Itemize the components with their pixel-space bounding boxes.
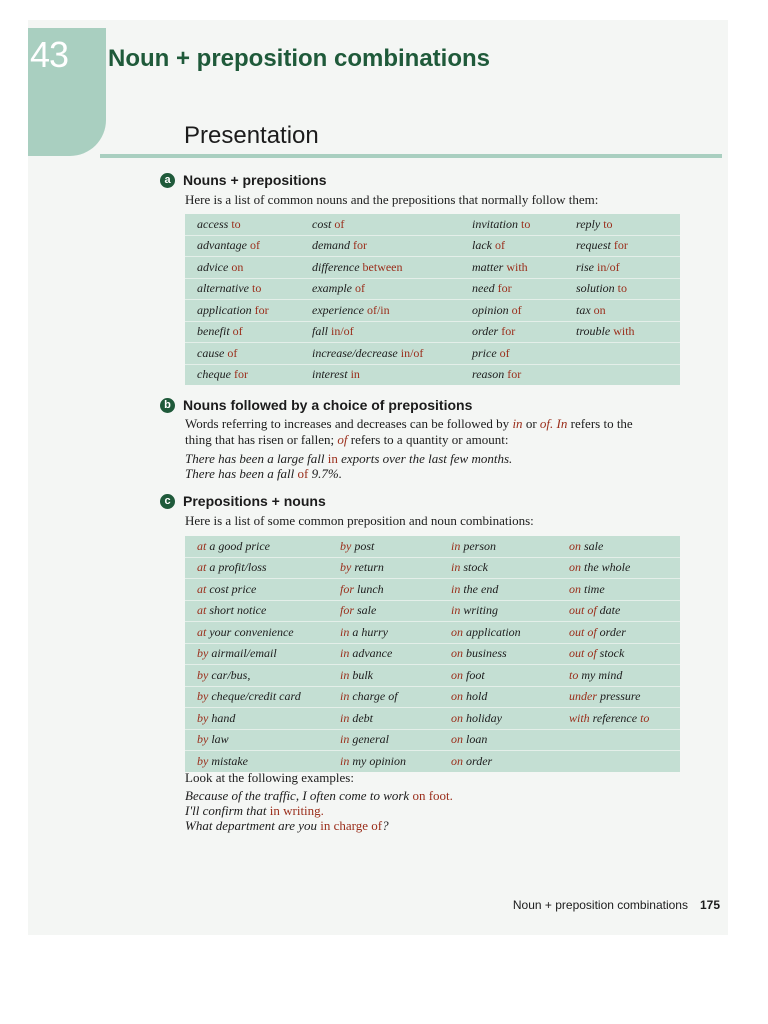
section-b-text <box>185 416 705 448</box>
noun: loan <box>466 732 488 747</box>
preposition: for <box>497 281 512 296</box>
table-cell <box>564 321 680 343</box>
example-text: I'll confirm that <box>185 803 270 818</box>
preposition: between <box>362 259 403 274</box>
table-cell <box>328 665 439 687</box>
noun: order <box>466 753 493 768</box>
noun: difference <box>312 259 360 274</box>
preposition: on <box>451 689 463 704</box>
table-row <box>185 235 680 257</box>
table-row <box>185 557 680 579</box>
preposition: at <box>197 560 207 575</box>
noun: law <box>211 732 229 747</box>
section-b-heading <box>160 397 472 413</box>
preposition: of <box>511 302 522 317</box>
table-cell <box>185 300 300 322</box>
examples-list <box>185 788 705 833</box>
prep-of: of <box>337 432 348 447</box>
table-row <box>185 536 680 557</box>
table-cell <box>185 643 328 665</box>
noun: airmail/email <box>211 646 277 661</box>
noun: stock <box>599 646 625 661</box>
table-cell <box>185 686 328 708</box>
table-cell <box>439 708 557 730</box>
example-prep: of <box>297 466 309 481</box>
preposition: to <box>617 281 628 296</box>
preposition: at <box>197 603 207 618</box>
preposition: on <box>593 302 606 317</box>
table-cell <box>300 321 460 343</box>
table-cell <box>557 729 680 751</box>
table-cell <box>185 364 300 385</box>
section-c-title: Prepositions + nouns <box>183 493 326 509</box>
page-footer <box>513 898 720 912</box>
preposition: to <box>603 216 613 231</box>
preposition: to <box>569 667 579 682</box>
table-row <box>185 278 680 300</box>
table-cell <box>460 321 564 343</box>
preposition: of <box>495 238 505 253</box>
noun: reason <box>472 367 505 382</box>
noun: person <box>463 538 497 553</box>
noun: sale <box>584 538 604 553</box>
noun: reference <box>592 710 638 725</box>
noun: holiday <box>466 710 502 725</box>
noun: alternative <box>197 281 249 296</box>
table-cell <box>439 622 557 644</box>
preposition: in <box>350 367 360 382</box>
table-cell <box>328 686 439 708</box>
table-cell <box>460 343 564 365</box>
table-cell <box>460 300 564 322</box>
table-cell <box>300 235 460 257</box>
table-cell <box>328 557 439 579</box>
table-cell <box>439 536 557 557</box>
noun: request <box>576 238 611 253</box>
table-row <box>185 321 680 343</box>
noun: date <box>599 603 621 618</box>
preposition: with <box>613 324 635 339</box>
table-cell <box>185 579 328 601</box>
section-a-heading <box>160 172 327 188</box>
preposition: on <box>451 753 463 768</box>
prepositions-nouns-table <box>185 536 680 772</box>
table-row <box>185 343 680 365</box>
noun: access <box>197 216 229 231</box>
preposition: on <box>451 646 463 661</box>
table-row <box>185 686 680 708</box>
table-cell <box>185 235 300 257</box>
table-cell <box>328 729 439 751</box>
noun: order <box>599 624 626 639</box>
noun: advice <box>197 259 229 274</box>
section-b-title: Nouns followed by a choice of prepositions <box>183 397 473 413</box>
section-b-text-part: thing that has risen or fallen; <box>185 432 338 447</box>
table-row <box>185 665 680 687</box>
preposition: out of <box>569 624 597 639</box>
noun: fall <box>312 324 329 339</box>
example-prep: in writing. <box>269 803 324 818</box>
title-rule <box>100 154 722 158</box>
preposition: for <box>501 324 516 339</box>
table-cell <box>439 579 557 601</box>
table-cell <box>439 729 557 751</box>
noun: matter <box>472 259 504 274</box>
table-row <box>185 708 680 730</box>
noun: writing <box>463 603 499 618</box>
table-row <box>185 257 680 279</box>
noun: need <box>472 281 495 296</box>
table-row <box>185 729 680 751</box>
preposition: for <box>340 603 355 618</box>
noun: benefit <box>197 324 230 339</box>
noun: your convenience <box>209 624 294 639</box>
table-cell <box>439 600 557 622</box>
section-b-text-part: or <box>522 416 540 431</box>
noun: example <box>312 281 352 296</box>
preposition: in <box>451 581 461 596</box>
noun: return <box>354 560 384 575</box>
table-cell <box>185 557 328 579</box>
table-cell <box>557 579 680 601</box>
preposition: in/of <box>331 324 354 339</box>
table-cell <box>185 665 328 687</box>
table-cell <box>439 557 557 579</box>
example-text: There has been a large fall <box>185 451 328 466</box>
table-cell <box>557 600 680 622</box>
noun: invitation <box>472 216 518 231</box>
table-cell <box>328 708 439 730</box>
section-a-title: Nouns + prepositions <box>183 172 327 188</box>
table-cell <box>185 214 300 235</box>
example-prep: in <box>327 451 338 466</box>
noun: increase/decrease <box>312 345 398 360</box>
example-prep: on foot. <box>412 788 453 803</box>
noun: advance <box>352 646 393 661</box>
preposition: for <box>507 367 522 382</box>
footer-title: Noun + preposition combinations <box>512 898 688 912</box>
noun: stock <box>463 560 488 575</box>
preposition: in <box>340 624 350 639</box>
preposition: to <box>640 710 650 725</box>
table-cell <box>460 257 564 279</box>
table-cell <box>185 622 328 644</box>
table-cell <box>557 622 680 644</box>
table-cell <box>557 665 680 687</box>
table-cell <box>328 600 439 622</box>
table-cell <box>328 643 439 665</box>
table-cell <box>300 343 460 365</box>
prep-in: in <box>512 416 523 431</box>
preposition: at <box>197 624 207 639</box>
noun: time <box>584 581 605 596</box>
noun: lunch <box>357 581 384 596</box>
preposition: of <box>227 345 238 360</box>
preposition: with <box>569 710 590 725</box>
noun: advantage <box>197 238 247 253</box>
table-cell <box>557 536 680 557</box>
table-cell <box>328 536 439 557</box>
noun: debt <box>352 710 374 725</box>
preposition: to <box>521 216 531 231</box>
noun: bulk <box>352 667 374 682</box>
table-cell <box>439 751 557 772</box>
table-row <box>185 643 680 665</box>
table-cell <box>185 278 300 300</box>
preposition: in <box>340 646 350 661</box>
noun: a profit/loss <box>209 560 267 575</box>
noun: the end <box>463 581 499 596</box>
nouns-prepositions-table <box>185 214 680 385</box>
noun: car/bus, <box>211 667 251 682</box>
noun: my mind <box>581 667 623 682</box>
noun: cost price <box>209 581 257 596</box>
preposition: on <box>569 538 581 553</box>
preposition: by <box>197 689 209 704</box>
table-cell <box>460 235 564 257</box>
noun: application <box>466 624 521 639</box>
example-text: What department are you <box>185 818 321 833</box>
preposition: on <box>451 710 463 725</box>
noun: reply <box>576 216 601 231</box>
noun: my opinion <box>352 753 407 768</box>
noun: solution <box>576 281 615 296</box>
section-a-icon: a <box>160 173 175 188</box>
preposition: by <box>197 732 209 747</box>
example-prep: in charge of <box>320 818 383 833</box>
table-row <box>185 600 680 622</box>
table-row <box>185 751 680 772</box>
preposition: for <box>613 238 628 253</box>
noun: a good price <box>209 538 270 553</box>
preposition: in <box>340 732 350 747</box>
noun: foot <box>466 667 485 682</box>
noun: tax <box>576 302 591 317</box>
table-cell <box>439 665 557 687</box>
noun: cause <box>197 345 225 360</box>
section-b-text-part: refers to a quantity or amount: <box>347 432 509 447</box>
section-title: Presentation <box>184 122 319 149</box>
table-row <box>185 300 680 322</box>
preposition: to <box>251 281 262 296</box>
table-cell <box>185 708 328 730</box>
table-row <box>185 214 680 235</box>
table-cell <box>564 214 680 235</box>
preposition: on <box>451 624 463 639</box>
prep-in: In <box>556 416 568 431</box>
prep-of: of. <box>539 416 554 431</box>
example-text: 9.7%. <box>308 466 342 481</box>
table-cell <box>564 364 680 385</box>
preposition: on <box>451 732 463 747</box>
noun: a hurry <box>352 624 389 639</box>
section-b-text-part: refers to the <box>567 416 633 431</box>
preposition: for <box>233 367 248 382</box>
unit-title: Noun + preposition combinations <box>108 45 491 72</box>
preposition: by <box>340 560 352 575</box>
preposition: for <box>340 581 355 596</box>
table-cell <box>185 321 300 343</box>
noun: pressure <box>600 689 641 704</box>
section-a-intro: Here is a list of common nouns and the prepositions that normally follow them: <box>185 192 599 207</box>
noun: rise <box>576 259 594 274</box>
table-cell <box>300 214 460 235</box>
table-cell <box>300 278 460 300</box>
table-cell <box>564 235 680 257</box>
table-cell <box>328 579 439 601</box>
preposition: by <box>197 753 209 768</box>
preposition: under <box>569 689 597 704</box>
preposition: in <box>451 603 461 618</box>
noun: opinion <box>472 302 509 317</box>
table-cell <box>557 643 680 665</box>
table-cell <box>564 257 680 279</box>
preposition: on <box>569 581 581 596</box>
table-cell <box>439 686 557 708</box>
preposition: by <box>197 646 209 661</box>
preposition: of <box>250 238 260 253</box>
section-c-heading <box>160 493 326 509</box>
table-cell <box>328 751 439 772</box>
preposition: on <box>231 259 244 274</box>
preposition: for <box>254 302 269 317</box>
section-c-intro: Here is a list of some common preposition and noun combinations: <box>185 513 534 528</box>
section-b-icon: b <box>160 398 175 413</box>
table-row <box>185 622 680 644</box>
noun: application <box>197 302 252 317</box>
table-cell <box>300 257 460 279</box>
preposition: of <box>232 324 243 339</box>
preposition: of <box>499 345 510 360</box>
table-cell <box>439 643 557 665</box>
table-cell <box>185 751 328 772</box>
table-row <box>185 579 680 601</box>
table-cell <box>557 686 680 708</box>
preposition: for <box>353 238 367 253</box>
preposition: in <box>340 689 350 704</box>
noun: interest <box>312 367 348 382</box>
noun: experience <box>312 302 364 317</box>
preposition: at <box>197 581 207 596</box>
table-cell <box>564 343 680 365</box>
table-cell <box>557 557 680 579</box>
example-text: There has been a fall <box>185 466 298 481</box>
noun: lack <box>472 238 492 253</box>
preposition: at <box>197 538 207 553</box>
section-b-text-part: Words referring to increases and decreases can be followed by <box>185 416 513 431</box>
table-cell <box>460 278 564 300</box>
noun: general <box>352 732 389 747</box>
preposition: of <box>334 216 345 231</box>
preposition: by <box>197 710 209 725</box>
preposition: in <box>340 753 350 768</box>
noun: demand <box>312 238 350 253</box>
preposition: in/of <box>597 259 620 274</box>
noun: short notice <box>209 603 267 618</box>
unit-number: 43 <box>30 34 69 75</box>
preposition: of/in <box>366 302 390 317</box>
preposition: in <box>340 710 350 725</box>
noun: price <box>472 345 497 360</box>
preposition: in <box>451 560 461 575</box>
table-cell <box>185 343 300 365</box>
table-cell <box>185 536 328 557</box>
preposition: on <box>569 560 581 575</box>
noun: hand <box>211 710 236 725</box>
table-cell <box>185 257 300 279</box>
page-number: 175 <box>699 898 720 912</box>
table-cell <box>460 214 564 235</box>
section-b-examples <box>185 451 705 481</box>
noun: sale <box>357 603 377 618</box>
preposition: in <box>340 667 350 682</box>
section-c-icon: c <box>160 494 175 509</box>
examples-intro: Look at the following examples: <box>185 770 354 785</box>
table-cell <box>300 364 460 385</box>
preposition: with <box>506 259 528 274</box>
table-cell <box>557 708 680 730</box>
noun: the whole <box>584 560 631 575</box>
noun: trouble <box>576 324 611 339</box>
noun: cheque/credit card <box>211 689 301 704</box>
preposition: in/of <box>400 345 424 360</box>
preposition: in <box>451 538 461 553</box>
table-cell <box>564 278 680 300</box>
example-text: Because of the traffic, I often come to work <box>185 788 413 803</box>
preposition: out of <box>569 603 597 618</box>
table-cell <box>185 600 328 622</box>
noun: hold <box>466 689 488 704</box>
noun: post <box>354 538 375 553</box>
table-cell <box>300 300 460 322</box>
preposition: out of <box>569 646 597 661</box>
table-cell <box>328 622 439 644</box>
noun: business <box>466 646 507 661</box>
table-row <box>185 364 680 385</box>
noun: mistake <box>211 753 248 768</box>
preposition: by <box>340 538 352 553</box>
table-cell <box>564 300 680 322</box>
example-text: ? <box>382 818 389 833</box>
preposition: by <box>197 667 209 682</box>
preposition: to <box>231 216 241 231</box>
table-cell <box>557 751 680 772</box>
preposition: on <box>451 667 463 682</box>
noun: cost <box>312 216 332 231</box>
table-cell <box>460 364 564 385</box>
noun: cheque <box>197 367 231 382</box>
noun: charge of <box>352 689 398 704</box>
noun: order <box>472 324 499 339</box>
table-cell <box>185 729 328 751</box>
preposition: of <box>354 281 365 296</box>
example-text: exports over the last few months. <box>337 451 513 466</box>
